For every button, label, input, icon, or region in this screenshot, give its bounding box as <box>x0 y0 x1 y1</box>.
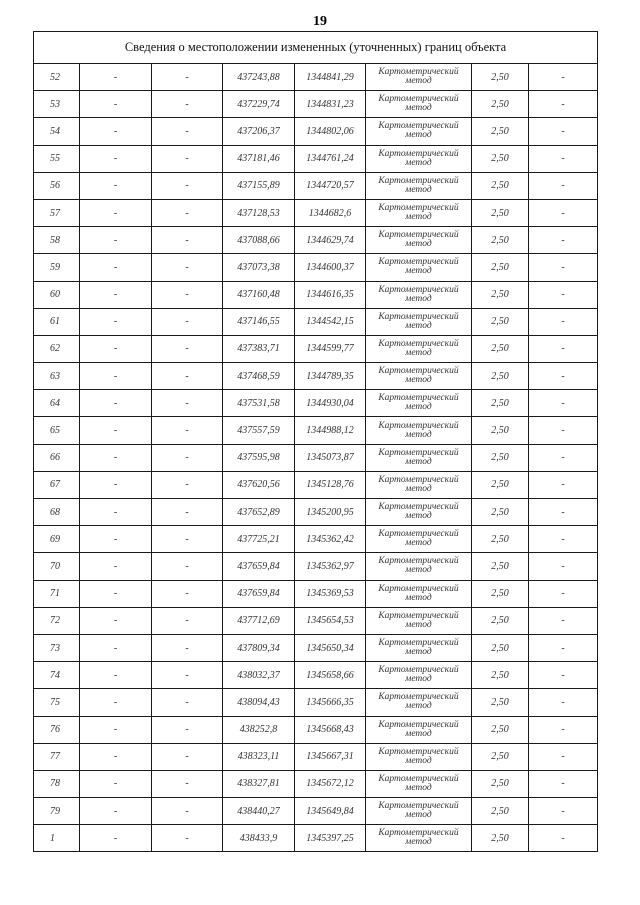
table-row <box>34 444 598 471</box>
coordinate-y-cell: 1344831,23 <box>295 91 366 118</box>
empty-x-cell: - <box>80 308 152 335</box>
accuracy-cell: 2,50 <box>472 199 529 226</box>
table-row <box>34 118 598 145</box>
empty-y-cell: - <box>152 825 223 852</box>
table-row <box>34 417 598 444</box>
point-number-cell: 76 <box>34 716 80 743</box>
point-number-cell: 61 <box>34 308 80 335</box>
description-cell: - <box>529 145 598 172</box>
coordinate-x-cell: 437595,98 <box>223 444 295 471</box>
coordinate-x-cell: 437659,84 <box>223 580 295 607</box>
empty-x-cell: - <box>80 526 152 553</box>
empty-x-cell: - <box>80 716 152 743</box>
point-number-cell: 55 <box>34 145 80 172</box>
accuracy-cell: 2,50 <box>472 499 529 526</box>
accuracy-cell: 2,50 <box>472 770 529 797</box>
description-cell: - <box>529 254 598 281</box>
method-cell: Картометрический метод <box>366 770 472 797</box>
empty-y-cell: - <box>152 607 223 634</box>
coordinate-x-cell: 437206,37 <box>223 118 295 145</box>
coordinate-y-cell: 1345200,95 <box>295 499 366 526</box>
empty-x-cell: - <box>80 770 152 797</box>
description-cell: - <box>529 743 598 770</box>
empty-x-cell: - <box>80 390 152 417</box>
point-number-cell: 71 <box>34 580 80 607</box>
coordinate-x-cell: 437181,46 <box>223 145 295 172</box>
coordinate-y-cell: 1345362,97 <box>295 553 366 580</box>
coordinate-y-cell: 1345668,43 <box>295 716 366 743</box>
empty-x-cell: - <box>80 363 152 390</box>
accuracy-cell: 2,50 <box>472 580 529 607</box>
table-row <box>34 499 598 526</box>
accuracy-cell: 2,50 <box>472 743 529 770</box>
accuracy-cell: 2,50 <box>472 471 529 498</box>
method-cell: Картометрический метод <box>366 64 472 91</box>
empty-x-cell: - <box>80 91 152 118</box>
coordinate-x-cell: 437652,89 <box>223 499 295 526</box>
description-cell: - <box>529 64 598 91</box>
method-cell: Картометрический метод <box>366 417 472 444</box>
point-number-cell: 60 <box>34 281 80 308</box>
coordinate-x-cell: 437468,59 <box>223 363 295 390</box>
coordinate-y-cell: 1344802,06 <box>295 118 366 145</box>
accuracy-cell: 2,50 <box>472 716 529 743</box>
accuracy-cell: 2,50 <box>472 172 529 199</box>
accuracy-cell: 2,50 <box>472 689 529 716</box>
coordinate-y-cell: 1344841,29 <box>295 64 366 91</box>
description-cell: - <box>529 526 598 553</box>
empty-y-cell: - <box>152 689 223 716</box>
table-row <box>34 553 598 580</box>
point-number-cell: 54 <box>34 118 80 145</box>
table-row <box>34 634 598 661</box>
method-cell: Картометрический метод <box>366 716 472 743</box>
empty-x-cell: - <box>80 471 152 498</box>
table-row <box>34 363 598 390</box>
coordinate-x-cell: 438094,43 <box>223 689 295 716</box>
point-number-cell: 73 <box>34 634 80 661</box>
coordinate-y-cell: 1344600,37 <box>295 254 366 281</box>
coordinate-y-cell: 1344682,6 <box>295 199 366 226</box>
point-number-cell: 78 <box>34 770 80 797</box>
empty-y-cell: - <box>152 308 223 335</box>
method-cell: Картометрический метод <box>366 335 472 362</box>
table-row <box>34 227 598 254</box>
empty-x-cell: - <box>80 227 152 254</box>
method-cell: Картометрический метод <box>366 743 472 770</box>
method-cell: Картометрический метод <box>366 798 472 825</box>
table-row <box>34 64 598 91</box>
accuracy-cell: 2,50 <box>472 662 529 689</box>
empty-y-cell: - <box>152 553 223 580</box>
empty-y-cell: - <box>152 417 223 444</box>
method-cell: Картометрический метод <box>366 254 472 281</box>
coordinate-x-cell: 437146,55 <box>223 308 295 335</box>
point-number-cell: 67 <box>34 471 80 498</box>
description-cell: - <box>529 118 598 145</box>
coordinate-y-cell: 1345362,42 <box>295 526 366 553</box>
empty-x-cell: - <box>80 798 152 825</box>
empty-y-cell: - <box>152 526 223 553</box>
table-row <box>34 91 598 118</box>
empty-y-cell: - <box>152 662 223 689</box>
coordinate-y-cell: 1344542,15 <box>295 308 366 335</box>
method-cell: Картометрический метод <box>366 634 472 661</box>
coordinate-x-cell: 438032,37 <box>223 662 295 689</box>
accuracy-cell: 2,50 <box>472 417 529 444</box>
point-number-cell: 72 <box>34 607 80 634</box>
coordinate-x-cell: 437128,53 <box>223 199 295 226</box>
coordinate-x-cell: 438252,8 <box>223 716 295 743</box>
empty-y-cell: - <box>152 118 223 145</box>
method-cell: Картометрический метод <box>366 281 472 308</box>
description-cell: - <box>529 335 598 362</box>
point-number-cell: 63 <box>34 363 80 390</box>
table-row <box>34 526 598 553</box>
point-number-cell: 56 <box>34 172 80 199</box>
empty-y-cell: - <box>152 281 223 308</box>
point-number-cell: 65 <box>34 417 80 444</box>
coordinate-y-cell: 1345649,84 <box>295 798 366 825</box>
empty-x-cell: - <box>80 335 152 362</box>
empty-x-cell: - <box>80 64 152 91</box>
point-number-cell: 68 <box>34 499 80 526</box>
coordinate-x-cell: 438433,9 <box>223 825 295 852</box>
method-cell: Картометрический метод <box>366 390 472 417</box>
description-cell: - <box>529 770 598 797</box>
description-cell: - <box>529 607 598 634</box>
accuracy-cell: 2,50 <box>472 91 529 118</box>
coordinate-y-cell: 1345397,25 <box>295 825 366 852</box>
empty-x-cell: - <box>80 580 152 607</box>
empty-x-cell: - <box>80 662 152 689</box>
table-row <box>34 580 598 607</box>
empty-y-cell: - <box>152 172 223 199</box>
method-cell: Картометрический метод <box>366 172 472 199</box>
table-row <box>34 145 598 172</box>
coordinate-x-cell: 437659,84 <box>223 553 295 580</box>
empty-x-cell: - <box>80 417 152 444</box>
empty-x-cell: - <box>80 118 152 145</box>
empty-x-cell: - <box>80 689 152 716</box>
empty-x-cell: - <box>80 607 152 634</box>
method-cell: Картометрический метод <box>366 471 472 498</box>
accuracy-cell: 2,50 <box>472 526 529 553</box>
method-cell: Картометрический метод <box>366 553 472 580</box>
description-cell: - <box>529 363 598 390</box>
method-cell: Картометрический метод <box>366 118 472 145</box>
table-row <box>34 471 598 498</box>
accuracy-cell: 2,50 <box>472 281 529 308</box>
coordinate-x-cell: 437712,69 <box>223 607 295 634</box>
coordinate-x-cell: 437155,89 <box>223 172 295 199</box>
empty-x-cell: - <box>80 281 152 308</box>
coordinate-x-cell: 437620,56 <box>223 471 295 498</box>
table-row <box>34 743 598 770</box>
accuracy-cell: 2,50 <box>472 444 529 471</box>
empty-x-cell: - <box>80 634 152 661</box>
description-cell: - <box>529 417 598 444</box>
coordinate-x-cell: 437243,88 <box>223 64 295 91</box>
empty-y-cell: - <box>152 390 223 417</box>
coordinate-y-cell: 1344720,57 <box>295 172 366 199</box>
coordinate-x-cell: 438323,11 <box>223 743 295 770</box>
empty-y-cell: - <box>152 199 223 226</box>
empty-y-cell: - <box>152 64 223 91</box>
boundary-coordinates-table <box>33 31 598 852</box>
table-row <box>34 798 598 825</box>
method-cell: Картометрический метод <box>366 308 472 335</box>
accuracy-cell: 2,50 <box>472 363 529 390</box>
accuracy-cell: 2,50 <box>472 335 529 362</box>
coordinate-y-cell: 1344930,04 <box>295 390 366 417</box>
point-number-cell: 57 <box>34 199 80 226</box>
empty-y-cell: - <box>152 634 223 661</box>
description-cell: - <box>529 499 598 526</box>
coordinate-x-cell: 437160,48 <box>223 281 295 308</box>
table-row <box>34 662 598 689</box>
empty-y-cell: - <box>152 363 223 390</box>
point-number-cell: 53 <box>34 91 80 118</box>
point-number-cell: 77 <box>34 743 80 770</box>
coordinate-x-cell: 438440,27 <box>223 798 295 825</box>
accuracy-cell: 2,50 <box>472 607 529 634</box>
method-cell: Картометрический метод <box>366 607 472 634</box>
coordinate-y-cell: 1344629,74 <box>295 227 366 254</box>
table-row <box>34 308 598 335</box>
empty-y-cell: - <box>152 145 223 172</box>
coordinate-y-cell: 1345073,87 <box>295 444 366 471</box>
description-cell: - <box>529 634 598 661</box>
description-cell: - <box>529 716 598 743</box>
empty-x-cell: - <box>80 254 152 281</box>
coordinate-y-cell: 1344789,35 <box>295 363 366 390</box>
table-row <box>34 254 598 281</box>
accuracy-cell: 2,50 <box>472 553 529 580</box>
coordinate-y-cell: 1345654,53 <box>295 607 366 634</box>
table-row <box>34 281 598 308</box>
description-cell: - <box>529 281 598 308</box>
coordinate-y-cell: 1345667,31 <box>295 743 366 770</box>
method-cell: Картометрический метод <box>366 526 472 553</box>
point-number-cell: 74 <box>34 662 80 689</box>
table-row <box>34 199 598 226</box>
point-number-cell: 70 <box>34 553 80 580</box>
empty-y-cell: - <box>152 227 223 254</box>
empty-y-cell: - <box>152 471 223 498</box>
empty-x-cell: - <box>80 743 152 770</box>
table-row <box>34 770 598 797</box>
description-cell: - <box>529 689 598 716</box>
method-cell: Картометрический метод <box>366 91 472 118</box>
coordinate-x-cell: 437073,38 <box>223 254 295 281</box>
coordinate-x-cell: 437557,59 <box>223 417 295 444</box>
point-number-cell: 64 <box>34 390 80 417</box>
method-cell: Картометрический метод <box>366 662 472 689</box>
point-number-cell: 58 <box>34 227 80 254</box>
empty-y-cell: - <box>152 798 223 825</box>
coordinate-x-cell: 437229,74 <box>223 91 295 118</box>
table-row <box>34 825 598 852</box>
empty-x-cell: - <box>80 825 152 852</box>
table-row <box>34 716 598 743</box>
description-cell: - <box>529 825 598 852</box>
method-cell: Картометрический метод <box>366 444 472 471</box>
coordinate-y-cell: 1345369,53 <box>295 580 366 607</box>
description-cell: - <box>529 553 598 580</box>
table-row <box>34 390 598 417</box>
empty-y-cell: - <box>152 743 223 770</box>
coordinate-y-cell: 1345128,76 <box>295 471 366 498</box>
coordinate-y-cell: 1345650,34 <box>295 634 366 661</box>
coordinate-y-cell: 1345658,66 <box>295 662 366 689</box>
method-cell: Картометрический метод <box>366 145 472 172</box>
empty-x-cell: - <box>80 553 152 580</box>
empty-x-cell: - <box>80 444 152 471</box>
empty-x-cell: - <box>80 499 152 526</box>
coordinate-y-cell: 1345672,12 <box>295 770 366 797</box>
coordinate-y-cell: 1344988,12 <box>295 417 366 444</box>
point-number-cell: 75 <box>34 689 80 716</box>
table-title: Сведения о местоположении измененных (уточненных) границ объекта <box>34 32 598 64</box>
point-number-cell: 59 <box>34 254 80 281</box>
point-number-cell: 66 <box>34 444 80 471</box>
point-number-cell: 1 <box>34 825 80 852</box>
empty-y-cell: - <box>152 254 223 281</box>
method-cell: Картометрический метод <box>366 227 472 254</box>
empty-x-cell: - <box>80 199 152 226</box>
empty-y-cell: - <box>152 499 223 526</box>
table-row <box>34 172 598 199</box>
accuracy-cell: 2,50 <box>472 254 529 281</box>
empty-y-cell: - <box>152 444 223 471</box>
method-cell: Картометрический метод <box>366 580 472 607</box>
empty-y-cell: - <box>152 580 223 607</box>
empty-x-cell: - <box>80 172 152 199</box>
description-cell: - <box>529 199 598 226</box>
empty-x-cell: - <box>80 145 152 172</box>
empty-y-cell: - <box>152 770 223 797</box>
coordinate-y-cell: 1344761,24 <box>295 145 366 172</box>
description-cell: - <box>529 580 598 607</box>
table-header-row <box>34 32 598 64</box>
empty-y-cell: - <box>152 335 223 362</box>
coordinate-x-cell: 437531,58 <box>223 390 295 417</box>
description-cell: - <box>529 390 598 417</box>
page-number: 19 <box>313 14 327 29</box>
coordinate-x-cell: 437809,34 <box>223 634 295 661</box>
description-cell: - <box>529 227 598 254</box>
accuracy-cell: 2,50 <box>472 308 529 335</box>
description-cell: - <box>529 662 598 689</box>
description-cell: - <box>529 91 598 118</box>
accuracy-cell: 2,50 <box>472 227 529 254</box>
description-cell: - <box>529 471 598 498</box>
accuracy-cell: 2,50 <box>472 634 529 661</box>
coordinate-y-cell: 1344616,35 <box>295 281 366 308</box>
coordinate-x-cell: 437088,66 <box>223 227 295 254</box>
coordinate-y-cell: 1345666,35 <box>295 689 366 716</box>
accuracy-cell: 2,50 <box>472 798 529 825</box>
table-row <box>34 689 598 716</box>
coordinate-x-cell: 438327,81 <box>223 770 295 797</box>
empty-y-cell: - <box>152 91 223 118</box>
point-number-cell: 62 <box>34 335 80 362</box>
accuracy-cell: 2,50 <box>472 825 529 852</box>
accuracy-cell: 2,50 <box>472 118 529 145</box>
method-cell: Картометрический метод <box>366 689 472 716</box>
method-cell: Картометрический метод <box>366 363 472 390</box>
accuracy-cell: 2,50 <box>472 390 529 417</box>
description-cell: - <box>529 172 598 199</box>
point-number-cell: 79 <box>34 798 80 825</box>
method-cell: Картометрический метод <box>366 199 472 226</box>
accuracy-cell: 2,50 <box>472 145 529 172</box>
description-cell: - <box>529 798 598 825</box>
coordinate-x-cell: 437725,21 <box>223 526 295 553</box>
method-cell: Картометрический метод <box>366 499 472 526</box>
accuracy-cell: 2,50 <box>472 64 529 91</box>
table-row <box>34 607 598 634</box>
table-row <box>34 335 598 362</box>
description-cell: - <box>529 308 598 335</box>
point-number-cell: 52 <box>34 64 80 91</box>
coordinate-x-cell: 437383,71 <box>223 335 295 362</box>
table-body <box>34 64 598 852</box>
description-cell: - <box>529 444 598 471</box>
method-cell: Картометрический метод <box>366 825 472 852</box>
coordinate-y-cell: 1344599,77 <box>295 335 366 362</box>
point-number-cell: 69 <box>34 526 80 553</box>
empty-y-cell: - <box>152 716 223 743</box>
